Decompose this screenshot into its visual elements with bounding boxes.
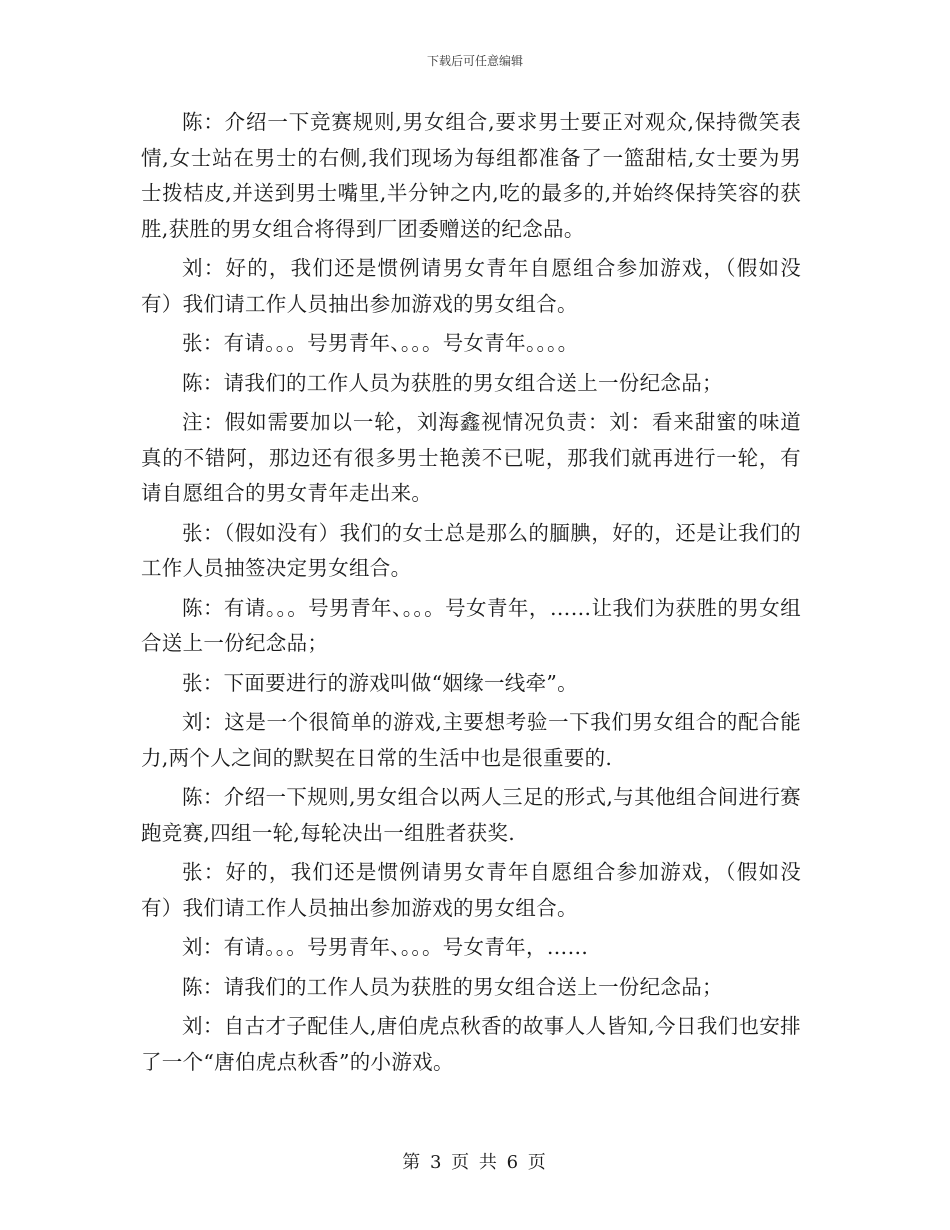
paragraph: 陈：请我们的工作人员为获胜的男女组合送上一份纪念品； [182,974,723,999]
page-number: 第 3 页 共 6 页 [402,1152,548,1173]
document-body [141,105,801,1084]
paragraph: 张：下面要进行的游戏叫做“姻缘一线牵”。 [182,670,578,695]
paragraph: 刘：自古才子配佳人,唐伯虎点秋香的故事人人皆知,今日我们也安排了一个“唐伯虎点秋香”的小游戏。 [141,1014,801,1074]
paragraph: 陈：介绍一下竞赛规则,男女组合,要求男士要正对观众,保持微笑表情,女士站在男士的右侧,我们现场为每组都准备了一篮甜桔,女士要为男士拨桔皮,并送到男士嘴里,半分钟之内,吃的最多的,并始终保持笑容的获胜,获胜的男女组合将得到厂团委赠送的纪念品。 [141,110,801,241]
paragraph: 张：有请。。。号男青年、。。。号女青年。。。。 [182,331,579,355]
paragraph: 刘：这是一个很简单的游戏,主要想考验一下我们男女组合的配合能力,两个人之间的默契在日常的生活中也是很重要的. [141,710,801,770]
paragraph: 陈：请我们的工作人员为获胜的男女组合送上一份纪念品； [182,370,723,395]
paragraph: 注：假如需要加以一轮，刘海鑫视情况负责：刘：看来甜蜜的味道真的不错阿，那边还有很多男士艳羡不已呢，那我们就再进行一轮，有请自愿组合的男女青年走出来。 [141,410,801,505]
paragraph: 陈：介绍一下规则,男女组合以两人三足的形式,与其他组合间进行赛跑竞赛,四组一轮,每轮决出一组胜者获奖. [141,785,801,845]
paragraph: 刘：有请。。。号男青年、。。。号女青年，…… [182,935,589,959]
paragraph: 陈：有请。。。号男青年、。。。号女青年，……让我们为获胜的男女组合送上一份纪念品； [141,595,801,655]
paragraph: 张：好的，我们还是惯例请男女青年自愿组合参加游戏，（假如没有）我们请工作人员抽出参加游戏的男女组合。 [141,860,801,920]
paragraph: 张：（假如没有）我们的女士总是那么的腼腆，好的，还是让我们的工作人员抽签决定男女组合。 [141,520,801,580]
page-header: 下载后可任意编辑 [426,54,523,68]
paragraph: 刘：好的，我们还是惯例请男女青年自愿组合参加游戏，（假如没有）我们请工作人员抽出参加游戏的男女组合。 [141,256,801,316]
